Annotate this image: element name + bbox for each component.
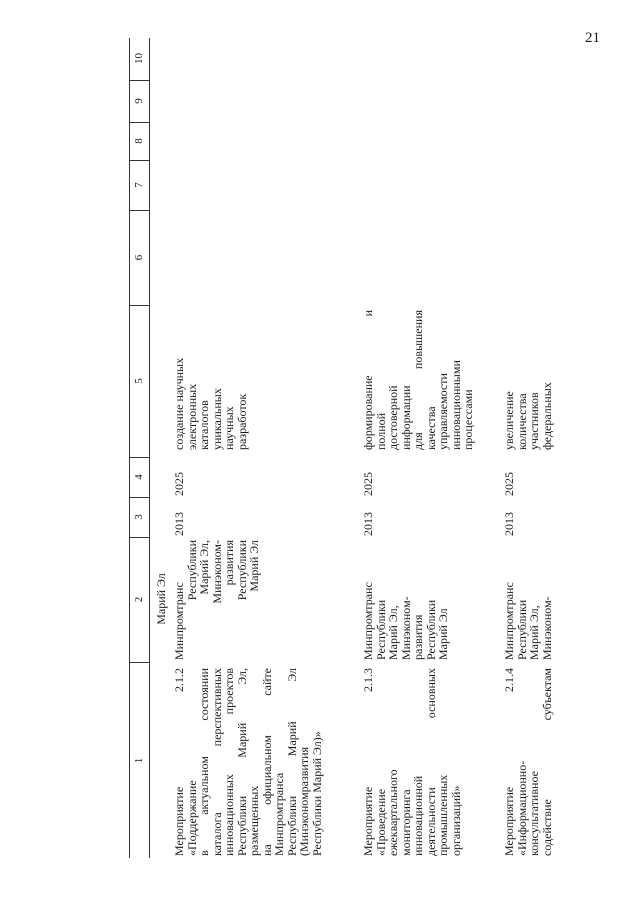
text-line: увеличение <box>502 391 516 450</box>
text-line: участников <box>527 392 541 450</box>
text-line: Мероприятие 2.1.4 <box>502 668 516 856</box>
text-line: Марий Эл <box>247 540 261 592</box>
text-line: каталогов <box>197 400 211 450</box>
text-line: Республики Марий Эл)» <box>309 731 324 856</box>
text-line: Минпромтранс <box>502 582 516 660</box>
text-line: формирование и <box>361 310 375 450</box>
column-header-2: 2 <box>130 537 149 663</box>
text-line: Минэконом- <box>539 596 554 660</box>
text-line: развития <box>411 614 425 660</box>
text-line: инновационными <box>448 360 463 450</box>
text-line: процессами <box>461 389 475 450</box>
column-header-10: 10 <box>130 37 149 81</box>
text-line: Минэконом- <box>209 540 224 604</box>
text-line: разработок <box>234 393 249 450</box>
column-header-3: 3 <box>130 497 149 538</box>
text-line: создание научных <box>172 357 186 450</box>
text-line: управляемости <box>436 373 450 450</box>
table <box>128 38 638 858</box>
text-line: Марий Эл <box>436 608 450 660</box>
text-line: Республики <box>234 540 249 601</box>
row-1-executors <box>173 540 261 660</box>
row-2-event <box>362 668 462 856</box>
column-header-7: 7 <box>130 160 149 211</box>
row-2-end-year: 2025 <box>361 472 375 496</box>
row-2-result <box>362 310 475 450</box>
text-line: Республики <box>184 540 199 601</box>
text-line: организаций» <box>448 785 463 856</box>
text-line: Марий Эл, <box>386 605 400 660</box>
text-line: Минпромтранс <box>361 582 375 660</box>
text-line: федеральных <box>539 382 554 450</box>
text-line: «Поддержание <box>184 780 199 856</box>
row-2-start-year: 2013 <box>361 512 375 536</box>
text-line: информации <box>398 385 413 450</box>
text-line: Минпромтранс <box>172 582 186 660</box>
column-header-8: 8 <box>130 122 149 161</box>
text-line: Мероприятие 2.1.2 <box>172 668 186 856</box>
row-3-executors <box>503 540 553 660</box>
row-1-start-year: 2013 <box>172 512 186 536</box>
text-line: Минэконом- <box>398 596 413 660</box>
row-3-start-year: 2013 <box>502 512 516 536</box>
text-line: промышленных <box>436 774 450 856</box>
text-line: консультативное <box>527 771 541 856</box>
text-line: Республики <box>373 599 388 660</box>
text-line: на официальном сайте <box>259 668 274 856</box>
text-line: количества <box>514 393 529 450</box>
text-line: Республики <box>423 599 438 660</box>
text-line: ежеквартального <box>386 769 400 856</box>
column-header-1: 1 <box>133 757 145 764</box>
row-3-end-year: 2025 <box>502 472 516 496</box>
page-number: 21 <box>585 30 600 46</box>
row-1-event <box>173 668 323 856</box>
row-1-end-year: 2025 <box>172 472 186 496</box>
text-line: инновационных проектов <box>222 668 236 856</box>
row-1-result <box>173 310 248 450</box>
text-line: уникальных <box>209 388 224 450</box>
column-header-6: 6 <box>130 210 149 306</box>
rotated-page-content <box>128 38 638 858</box>
text-line: мониторинга <box>398 789 413 856</box>
text-line: Марий Эл, <box>527 605 541 660</box>
text-line: развития <box>222 540 236 586</box>
text-line: «Информационно- <box>514 760 529 856</box>
text-line: (Минэкономразвития <box>297 746 311 856</box>
text-line: достоверной <box>386 385 400 450</box>
text-line: в актуальном состоянии <box>197 668 211 856</box>
text-line: Республики Марий Эл <box>284 668 299 856</box>
text-line: инновационной <box>411 775 425 856</box>
row-3-result <box>503 310 553 450</box>
text-line: «Проведение <box>373 788 388 856</box>
header-bottom-border <box>149 38 150 858</box>
text-line: Республики <box>514 599 529 660</box>
row-2-executors <box>362 540 450 660</box>
column-header-4: 4 <box>130 457 149 498</box>
text-line: Минпромтранса <box>272 772 286 856</box>
text-line: деятельности основных <box>423 668 438 856</box>
text-line: для повышения <box>411 310 425 450</box>
text-line: размещенных <box>247 785 261 856</box>
row-3-event <box>503 668 553 856</box>
text-line: Мероприятие 2.1.3 <box>361 668 375 856</box>
text-line: Марий Эл, <box>197 540 211 595</box>
continuation-text: Марий Эл <box>154 573 168 625</box>
text-line: электронных <box>184 383 199 450</box>
text-line: полной <box>373 412 388 450</box>
text-line: качества <box>423 406 438 450</box>
text-line: Республики Марий Эл, <box>234 668 249 856</box>
text-line: содействие субъектам <box>539 668 554 856</box>
column-header-5: 5 <box>130 305 149 458</box>
text-line: каталога перспективных <box>209 668 224 856</box>
text-line: научных <box>222 406 236 450</box>
column-header-9: 9 <box>130 80 149 123</box>
